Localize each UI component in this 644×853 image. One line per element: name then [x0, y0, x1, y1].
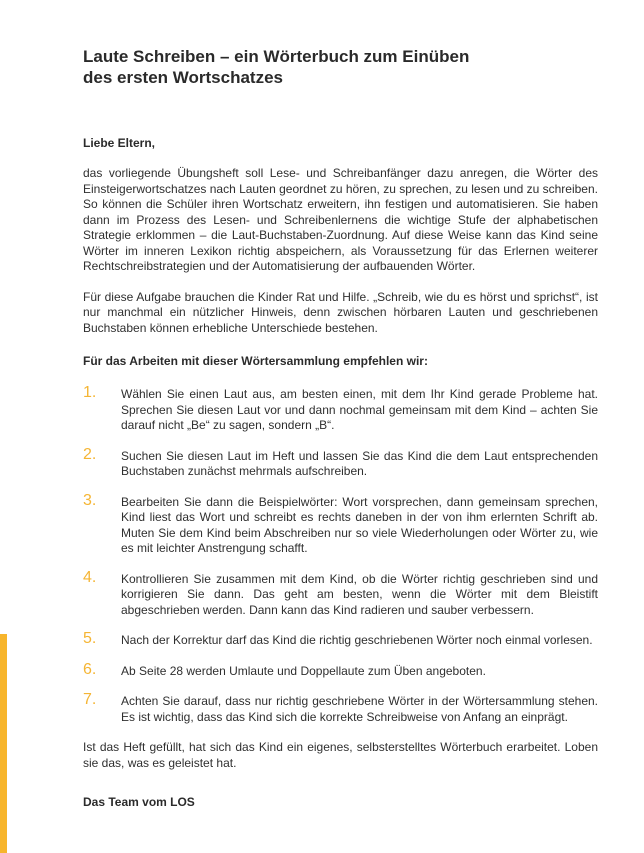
list-text: Bearbeiten Sie dann die Beispielwörter: Wort vorsprechen, dann gemeinsam sprechen, Kind liest das Wort und schreibt es rechts daneben in der von ihm erlernten Schrift ab. Muten Sie dem Kind beim Abschreiben nur so viele Wiederholungen oder Wörter zu, wie es mit leichter Anstrengung schafft.: [121, 494, 598, 555]
list-number: 5.: [83, 630, 97, 647]
list-item: [83, 630, 598, 649]
list-number: 6.: [83, 660, 97, 678]
recommendation-list: [83, 384, 598, 725]
list-text: Achten Sie darauf, dass nur richtig geschriebene Wörter in der Wörtersammlung stehen. Es ist wichtig, dass das Kind sich die korrekte Schreibweise von Anfang an einprägt.: [121, 694, 598, 724]
title-line-1: Laute Schreiben – ein Wörterbuch zum Einüben: [83, 47, 470, 66]
list-number: 7.: [83, 691, 97, 708]
list-text: Wählen Sie einen Laut aus, am besten einen, mit dem Ihr Kind gerade Probleme hat. Sprechen Sie diesen Laut vor und dann nochmal gemeinsam mit dem Kind – achten Sie darauf nicht „Be“ zu sagen, sondern „B“.: [121, 387, 598, 432]
list-item: [83, 691, 598, 725]
list-item: [83, 491, 598, 557]
list-item: [83, 660, 598, 680]
help-paragraph: Für diese Aufgabe brauchen die Kinder Rat und Hilfe. „Schreib, wie du es hörst und sprichst“, ist nur manchmal ein nützlicher Hinweis, denn zwischen hörbaren Lauten und geschriebenen Buchstaben können erhebliche Unterschiede bestehen.: [83, 289, 598, 335]
list-item: [83, 568, 598, 619]
intro-paragraph: das vorliegende Übungsheft soll Lese- und Schreibanfänger dazu anregen, die Wörter des Einsteigerwortschatzes nach Lauten geordnet zu hören, zu sprechen, zu lesen und zu schreiben. So können die Schüler ihren Wortschatz erweitern, ihn festigen und automatisieren. Sie haben dann im Prozess des Lesen- und Schreibenlernens die wichtige Stufe der alphabetischen Strategie erklommen – die Laut-Buchstaben-Zuordnung. Auf diese Weise kann das Kind seine Wörter im inneren Lexikon richtig abspeichern, als Voraussetzung für das Erlernen weiterer Rechtschreibstrategien und der Automatisierung der aufbauenden Wörter.: [83, 166, 598, 273]
list-heading: Für das Arbeiten mit dieser Wörtersammlung empfehlen wir:: [83, 354, 428, 368]
list-number: 1.: [83, 384, 97, 401]
document-title: [83, 46, 598, 88]
list-text: Suchen Sie diesen Laut im Heft und lassen Sie das Kind die dem Laut entsprechenden Buchstaben zunächst mehrmals aufschreiben.: [121, 448, 598, 478]
list-text: Kontrollieren Sie zusammen mit dem Kind, ob die Wörter richtig geschrieben sind und korrigieren Sie dann. Das geht am besten, wenn die Wörter mit dem Bleistift abgeschrieben werden. Dann kann das Kind radieren und sauber verbessern.: [121, 571, 598, 617]
document-page: [83, 46, 598, 810]
accent-side-bar: [0, 634, 7, 853]
list-item: [83, 445, 598, 480]
title-line-2: des ersten Wortschatzes: [83, 68, 283, 87]
greeting: Liebe Eltern,: [83, 136, 156, 150]
closing-paragraph: Ist das Heft gefüllt, hat sich das Kind ein eigenes, selbsterstelltes Wörterbuch erarbeitet. Loben sie das, was es geleistet hat.: [83, 740, 598, 770]
list-text: Ab Seite 28 werden Umlaute und Doppellaute zum Üben angeboten.: [121, 663, 486, 678]
list-number: 2.: [83, 445, 97, 463]
list-item: [83, 384, 598, 434]
list-number: 3.: [83, 491, 97, 509]
list-number: 4.: [83, 568, 97, 586]
signature: Das Team vom LOS: [83, 795, 195, 809]
list-text: Nach der Korrektur darf das Kind die richtig geschriebenen Wörter noch einmal vorlesen.: [121, 633, 593, 647]
